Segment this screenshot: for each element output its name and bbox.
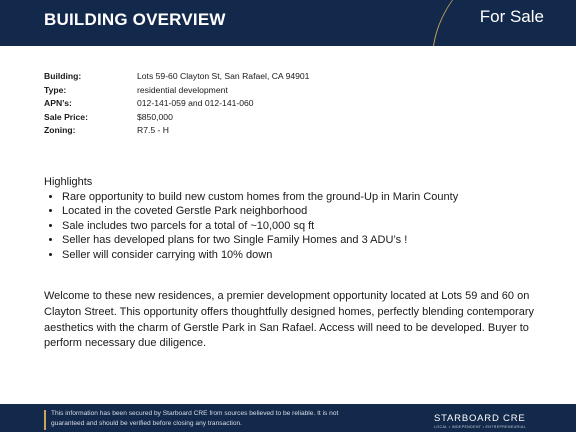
detail-value: Lots 59-60 Clayton St, San Rafael, CA 94901 <box>137 71 310 81</box>
list-item: • Located in the coveted Gerstle Park neighborhood <box>62 204 544 219</box>
description-paragraph: Welcome to these new residences, a premier development opportunity located at Lots 59 and 60 on Clayton Street. This opportunity offers thoughtfully designed homes, perfectly blending contemporary aesthetics with the charm of Gerstle Park in San Rafael. Access will need to be developed. Buyer to perform necessary due diligence. <box>44 290 534 350</box>
list-item: • Seller has developed plans for two Single Family Homes and 3 ADU’s ! <box>62 233 544 248</box>
disclaimer-text: This information has been secured by Starboard CRE from sources believed to be reliable. It is not guaranteed and should be verified before closing any transaction. <box>51 410 339 427</box>
detail-label: Zoning: <box>44 125 76 136</box>
list-item: • Seller will consider carrying with 10% down <box>62 248 544 263</box>
detail-row-building <box>44 70 309 84</box>
highlights-list <box>44 190 544 263</box>
header-bar <box>0 0 576 46</box>
footer-divider <box>44 410 46 430</box>
detail-label: Type: <box>44 84 67 95</box>
list-item: • Sale includes two parcels for a total of ~10,000 sq ft <box>62 219 544 234</box>
detail-label: Sale Price: <box>44 111 88 122</box>
property-details <box>44 70 309 138</box>
highlights-heading: Highlights <box>44 176 93 188</box>
detail-row-zoning <box>44 124 309 138</box>
page-title: BUILDING OVERVIEW <box>44 10 226 29</box>
logo-tagline: LOCAL • INDEPENDENT • ENTREPRENEURIAL <box>434 425 526 429</box>
highlights-section <box>44 175 544 262</box>
detail-label: APN’s: <box>44 98 72 109</box>
footer-bar <box>0 404 576 432</box>
for-sale-badge: For Sale <box>479 7 544 26</box>
detail-value: residential development <box>137 84 228 95</box>
detail-value: 012-141-059 and 012-141-060 <box>137 98 254 109</box>
detail-value: R7.5 - H <box>137 125 169 136</box>
detail-row-type <box>44 84 309 98</box>
list-item: • Rare opportunity to build new custom homes from the ground-Up in Marin County <box>62 190 544 205</box>
detail-value: $850,000 <box>137 111 173 122</box>
detail-row-sale-price <box>44 111 309 125</box>
starboard-cre-logo <box>434 413 526 429</box>
detail-label: Building: <box>44 71 82 81</box>
logo-wordmark: STARBOARD CRE <box>434 413 526 424</box>
detail-row-apn <box>44 97 309 111</box>
